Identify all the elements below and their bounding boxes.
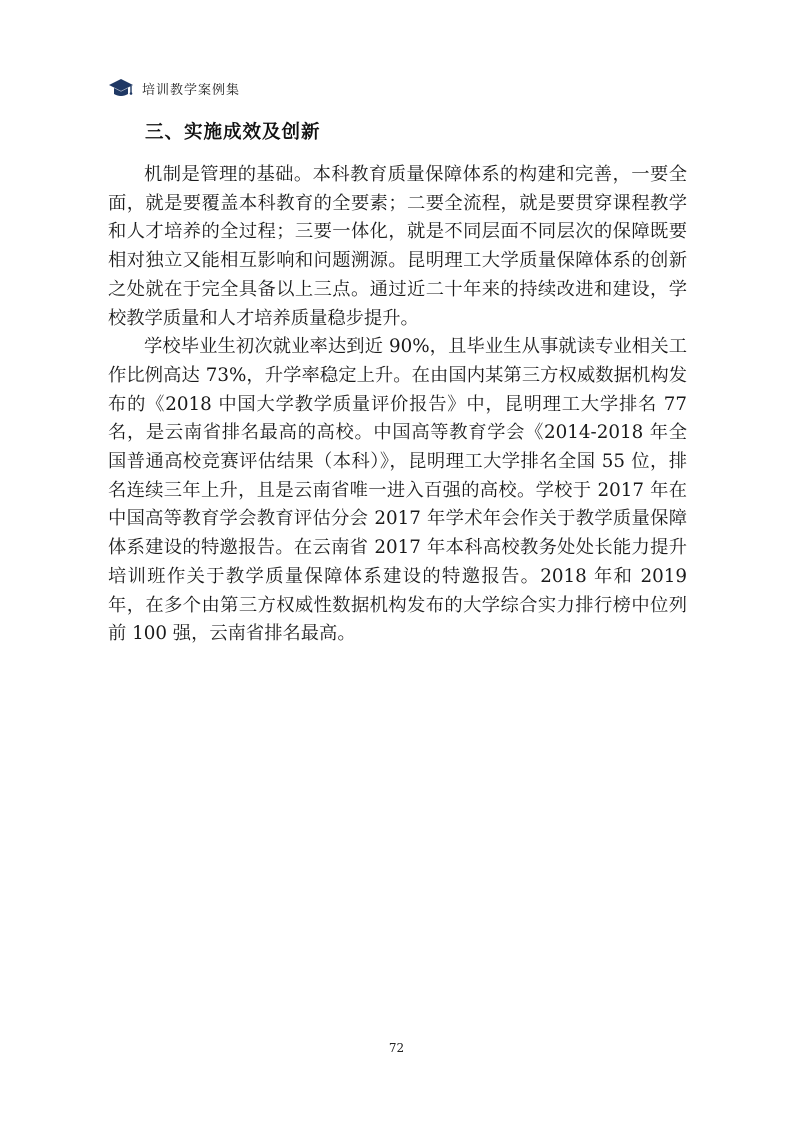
paragraph: 机制是管理的基础。本科教育质量保障体系的构建和完善，一要全面，就是要覆盖本科教育的全要素；二要全流程，就是要贯穿课程教学和人才培养的全过程；三要一体化，就是不同层面不同层次的保障既要相对独立又能相互影响和问题溯源。昆明理工大学质量保障体系的创新之处就在于完全具备以上三点。通过近二十年来的持续改进和建设，学校教学质量和人才培养质量稳步提升。 [108,164,687,329]
paragraph: 学校毕业生初次就业率达到近 90%，且毕业生从事就读专业相关工作比例高达 73%，升学率稳定上升。在由国内某第三方权威数据机构发布的《2018 中国大学教学质量评价报告》中，昆明理工大学排名 77 名，是云南省排名最高的高校。中国高等教育学会《2014-2018 年全国普通高校竞赛评估结果（本科）》，昆明理工大学排名全国 55 位，排名连续三年上升，且是云南省唯一进入百强的高校。学校于 2017 年在中国高等教育学会教育评估分会 2017 年学术年会作关于教学质量保障体系建设的特邀报告。在云南省 2017 年本科高校教务处处长能力提升培训班作关于教学质量保障体系建设的特邀报告。2018 年和 2019 年，在多个由第三方权威性数据机构发布的大学综合实力排行榜中位列前 100 强，云南省排名最高。 [108,336,687,645]
page-number: 72 [388,1041,405,1055]
graduation-cap-icon [108,77,134,99]
section-heading: 三、实施成效及创新 [145,122,321,143]
running-header [108,74,240,102]
header-title: 培训教学案例集 [142,82,241,98]
body-text [108,161,687,649]
